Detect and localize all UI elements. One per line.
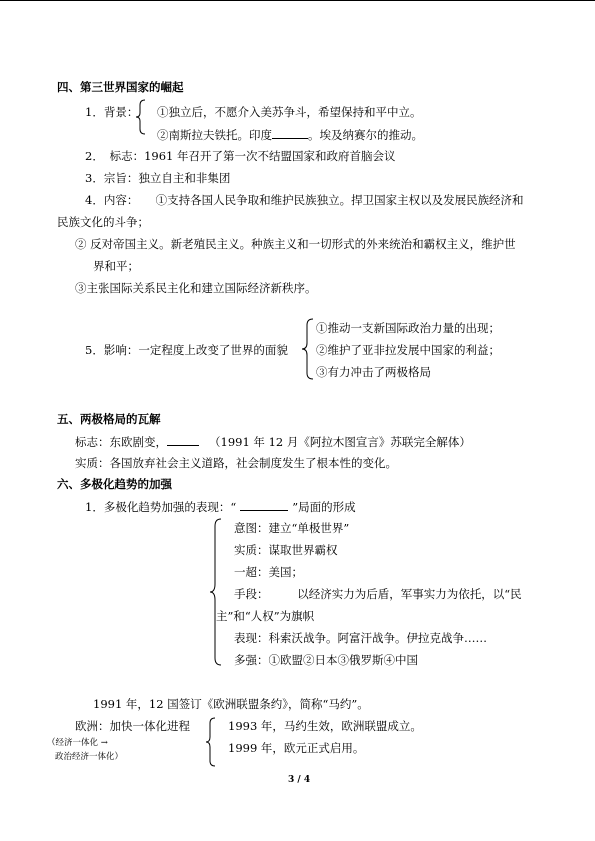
europe-label: 欧洲：加快一体化进程 bbox=[75, 719, 190, 733]
essence-line: 实质：谋取世界霸权 bbox=[234, 543, 338, 557]
content-2: ② 反对帝国主义。新老殖民主义。种族主义和一切形式的外来统治和霸权主义，维护世 bbox=[75, 237, 516, 251]
eu-1993: 1993 年，马约生效，欧洲联盟成立。 bbox=[228, 719, 422, 733]
page-number: 3 / 4 bbox=[288, 775, 311, 785]
section4-title: 四、第三世界国家的崛起 bbox=[57, 80, 184, 94]
means-line-b: 主”和“人权”为旗帜 bbox=[216, 609, 315, 623]
superpower-line: 一超：美国； bbox=[234, 565, 303, 579]
item1-a: 1．多极化趋势加强的表现：“ bbox=[85, 500, 237, 514]
item1-b: ”局面的形成 bbox=[292, 500, 356, 514]
background-2b: 。埃及纳赛尔的推动。 bbox=[308, 128, 423, 142]
content-1b: 民族文化的斗争； bbox=[57, 215, 149, 229]
section5-symbol-b: （1991 年 12 月《阿拉木图宣言》苏联完全解体） bbox=[209, 435, 471, 449]
influence-3: ③有力冲击了两极格局 bbox=[316, 365, 431, 379]
content-1: 4．内容： ①支持各国人民争取和维护民族独立。捍卫国家主权以及发展民族经济和 bbox=[85, 193, 524, 207]
top-rule bbox=[0, 0, 595, 1]
multi-power-line: 多强：①欧盟②日本③俄罗斯④中国 bbox=[234, 653, 418, 667]
section5-symbol-a: 标志：东欧剧变， bbox=[75, 435, 167, 449]
content-3: ③主张国际关系民主化和建立国际经济新秩序。 bbox=[75, 281, 317, 295]
background-2a: ②南斯拉夫铁托。印度 bbox=[157, 128, 272, 142]
treaty-line: 1991 年，12 国签订《欧洲联盟条约》，简称“马约”。 bbox=[93, 697, 369, 711]
background-2 bbox=[157, 127, 423, 143]
section5-essence: 实质：各国放弃社会主义道路，社会制度发生了根本性的变化。 bbox=[75, 456, 397, 470]
section5-symbol bbox=[75, 434, 471, 450]
fill-blank-soviet bbox=[167, 434, 199, 446]
means-line-a: 手段： 以经济实力为后盾，军事实力为依托，以“民 bbox=[234, 587, 522, 601]
influence-2: ②维护了亚非拉发展中国家的利益； bbox=[316, 343, 500, 357]
eu-1999: 1999 年，欧元正式启用。 bbox=[228, 741, 365, 755]
intent-line: 意图：建立“单极世界” bbox=[234, 521, 350, 535]
manifest-line: 表现：科索沃战争。阿富汗战争。伊拉克战争…… bbox=[234, 631, 487, 645]
influence-label: 5．影响：一定程度上改变了世界的面貌 bbox=[85, 343, 288, 357]
content-2b: 界和平； bbox=[93, 259, 139, 273]
note-economic-integration: （经济一体化 → bbox=[47, 738, 108, 748]
background-label: 1．背景： bbox=[85, 105, 139, 119]
fill-blank-india bbox=[272, 127, 308, 139]
europe-brace bbox=[206, 717, 216, 767]
multipolar-brace bbox=[210, 518, 222, 666]
influence-brace bbox=[302, 318, 314, 380]
fill-blank-pattern bbox=[240, 499, 288, 511]
section6-title: 六、多极化趋势的加强 bbox=[57, 477, 172, 491]
background-1: ①独立后，不愿介入美苏争斗，希望保持和平中立。 bbox=[157, 105, 422, 119]
multipolar-item-1 bbox=[85, 499, 356, 515]
aim-line: 3．宗旨：独立自主和非集团 bbox=[85, 171, 231, 185]
section5-title: 五、两极格局的瓦解 bbox=[57, 412, 161, 426]
background-brace bbox=[136, 99, 146, 135]
symbol-line: 2． 标志：1961 年召开了第一次不结盟国家和政府首脑会议 bbox=[85, 149, 396, 163]
note-political-integration: 政治经济一体化） bbox=[55, 752, 124, 762]
influence-1: ①推动一支新国际政治力量的出现； bbox=[316, 321, 500, 335]
